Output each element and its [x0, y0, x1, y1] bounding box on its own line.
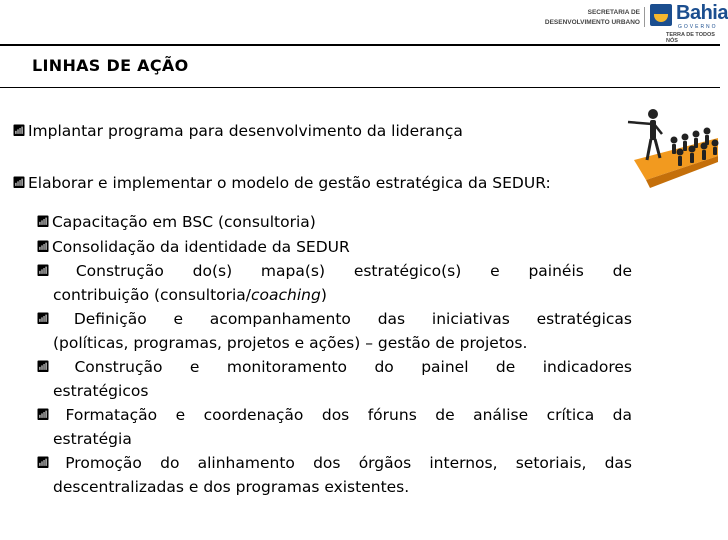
list-item — [36, 307, 632, 355]
list-item-continuation: (políticas, programas, projetos e ações) – gestão de projetos. — [53, 333, 528, 352]
header-logo — [520, 0, 728, 46]
list-item — [36, 355, 632, 403]
list-item — [36, 235, 632, 260]
list-item — [36, 451, 632, 499]
bullet-text: Implantar programa para desenvolvimento da liderança — [27, 122, 463, 140]
list-item-text: ) — [320, 285, 327, 304]
leader-with-team-icon — [614, 98, 720, 210]
list-item — [36, 403, 632, 451]
secretaria-line-2: DESENVOLVIMENTO URBANO — [544, 19, 640, 26]
list-item — [36, 210, 632, 235]
list-item-text: contribuição (consultoria/ — [53, 285, 252, 304]
wifi-signal-icon: 📶︎ — [36, 456, 64, 469]
list-item-text: Construção e monitoramento do painel de indicadores — [74, 358, 632, 376]
list-item-continuation: estratégicos — [53, 381, 149, 400]
list-item-text: Construção do(s) mapa(s) estratégico(s) e painéis de — [75, 262, 632, 280]
logo-divider — [644, 7, 645, 27]
page-title: LINHAS DE AÇÃO — [32, 56, 189, 75]
list-item-text: Definição e acompanhamento das iniciativas estratégicas — [73, 310, 632, 328]
secretaria-line-1: SECRETARIA DE — [587, 9, 640, 16]
wifi-signal-icon: 📶︎ — [36, 360, 73, 373]
bullet-item — [12, 121, 463, 141]
header-rule — [0, 44, 720, 46]
wifi-signal-icon: 📶︎ — [36, 264, 74, 277]
bahia-emblem-icon — [650, 4, 672, 26]
title-rule — [0, 87, 720, 88]
wifi-signal-icon: 📶︎ — [36, 312, 72, 325]
logo-subtitle: GOVERNO — [678, 24, 718, 30]
secretaria-label — [528, 8, 640, 28]
wifi-signal-icon: 📶︎ — [36, 239, 50, 253]
wifi-signal-icon: 📶︎ — [12, 176, 26, 189]
list-item-emphasis: coaching — [251, 285, 321, 304]
bahia-logo-word: Bahia — [676, 2, 728, 24]
bullet-text: Elaborar e implementar o modelo de gestão estratégica da SEDUR: — [27, 174, 551, 192]
list-item-text: Promoção do alinhamento dos órgãos internos, setoriais, das — [65, 454, 632, 472]
wifi-signal-icon: 📶︎ — [12, 124, 26, 137]
list-item-text: Formatação e coordenação dos fóruns de análise crítica da — [65, 406, 632, 424]
list-item-text: Capacitação em BSC (consultoria) — [51, 213, 316, 231]
bullet-item — [12, 173, 551, 193]
list-item — [36, 259, 632, 307]
list-item-continuation — [36, 284, 632, 308]
list-item-continuation: estratégia — [53, 429, 132, 448]
wifi-signal-icon: 📶︎ — [36, 215, 50, 228]
sub-items-list — [36, 210, 632, 499]
list-item-continuation: descentralizadas e dos programas existentes. — [53, 477, 410, 496]
list-item-text: Consolidação da identidade da SEDUR — [51, 237, 350, 256]
logo-tagline: TERRA DE TODOS NÓS — [666, 32, 715, 44]
wifi-signal-icon: 📶︎ — [36, 408, 64, 421]
